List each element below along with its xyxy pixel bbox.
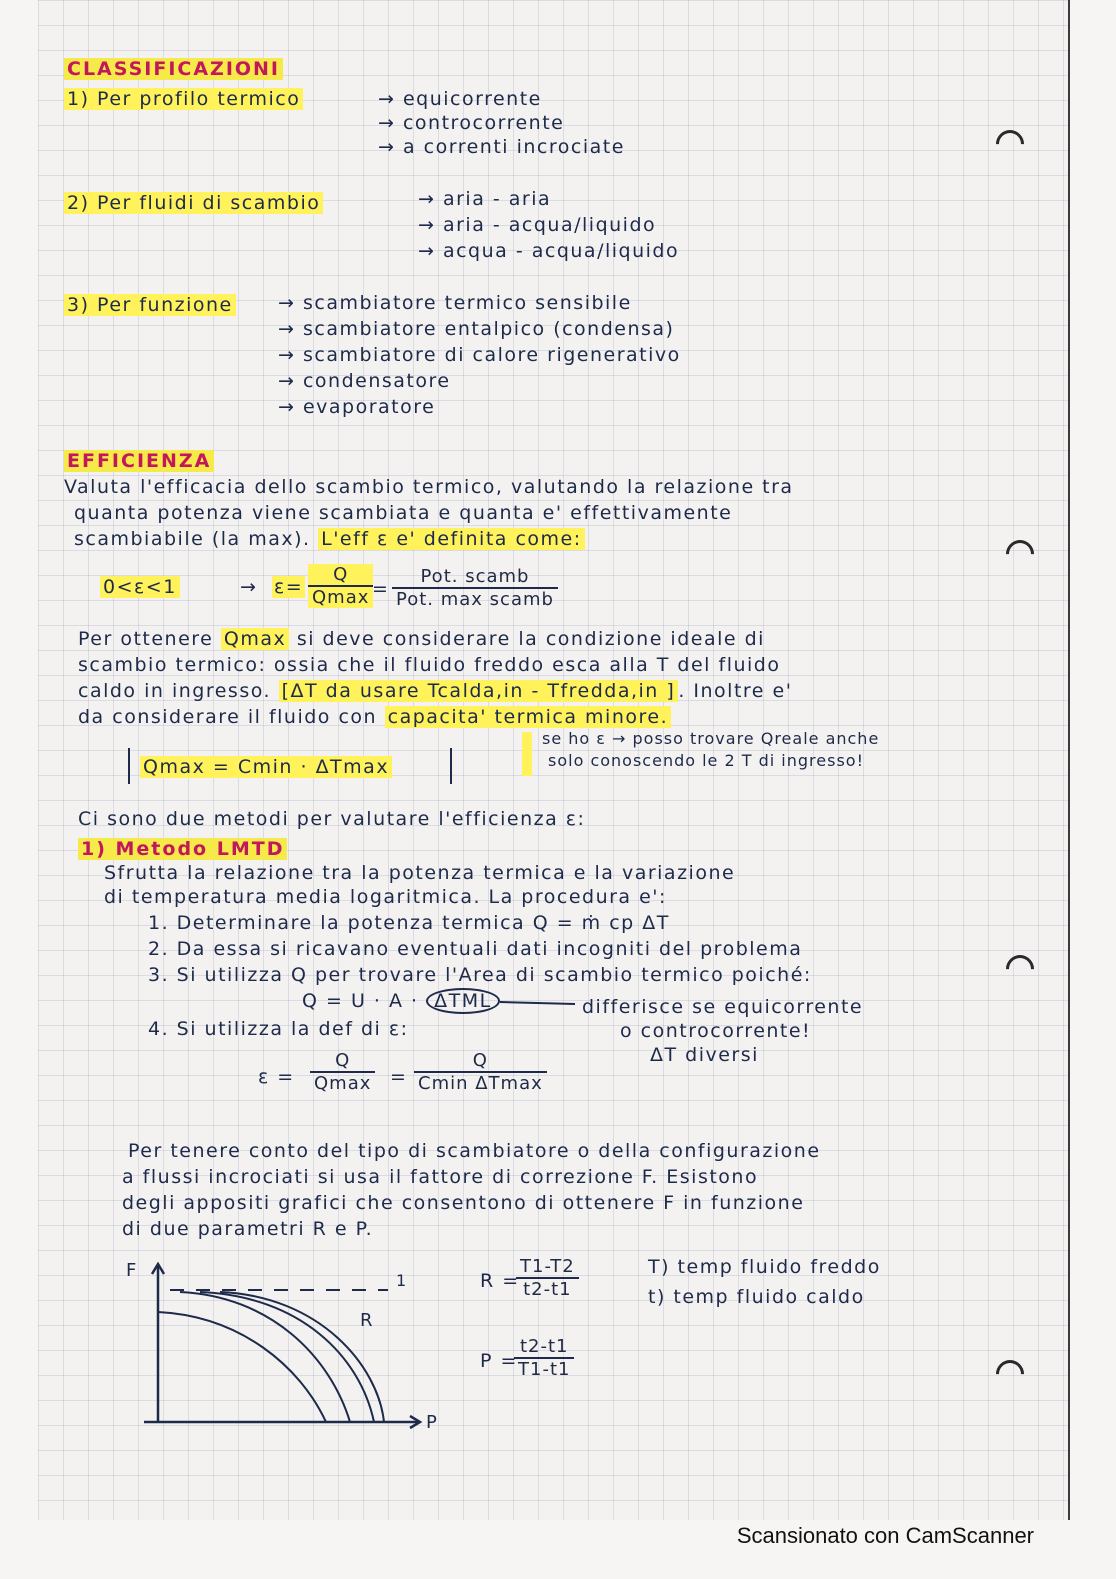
epsilon-lhs: ε = [258,1066,295,1088]
lmtd-title: 1) Metodo LMTD [78,838,287,860]
section-title-efficienza: EFFICIENZA [64,450,214,472]
correction-text: degli appositi grafici che consentono di ottenere F in funzione [122,1192,805,1214]
dtml-note: differisce se equicorrente [582,996,864,1018]
arrow-icon: → [240,576,258,598]
option: evaporatore [302,396,436,418]
punch-hole [1000,534,1040,574]
annotation-line [500,996,580,1010]
option: a correnti incrociate [402,136,625,158]
axis-label-p: P [426,1412,437,1433]
option: scambiatore di calore rigenerativo [302,344,681,366]
capacity-highlight: capacita' termica minore. [385,706,671,728]
epsilon-fraction-1 [310,1050,375,1094]
intro-line: scambiabile (la max). [74,528,311,550]
p-fraction [514,1336,574,1380]
fraction-denominator: t2-t1 [516,1277,579,1300]
fraction-denominator: Pot. max scamb [392,587,558,610]
text-line: . Inoltre e' [678,680,793,702]
procedure-step: 2. Da essa si ricavano eventuali dati incogniti del problema [148,938,803,960]
option: acqua - acqua/liquido [442,240,680,262]
option: condensatore [302,370,451,392]
procedure-step: 3. Si utilizza Q per trovare l'Area di scambio termico poiché: [148,964,812,986]
option: equicorrente [402,88,542,110]
intro-line: Valuta l'efficacia dello scambio termico, valutando la relazione tra [64,476,794,498]
epsilon-fraction [308,564,373,608]
note-line: solo conoscendo le 2 T di ingresso! [548,751,864,770]
fraction-numerator: Q [335,1050,351,1071]
correction-factor-graph [120,1256,440,1436]
fraction-denominator: Qmax [310,1071,375,1094]
value-label-one: 1 [396,1271,407,1290]
arrow-icon: → [378,112,396,134]
arrow-icon: → [418,240,436,262]
option: aria - aria [442,188,552,210]
arrow-icon: → [278,344,296,366]
option: aria - acqua/liquido [442,214,657,236]
classification-1-label: 1) Per profilo termico [64,88,303,110]
legend-line: t) temp fluido caldo [648,1286,865,1308]
equals-sign: = [372,578,390,600]
procedure-step: 1. Determinare la potenza termica Q = ṁ cp ΔT [148,912,670,934]
axis-label-f: F [126,1260,137,1281]
qmax-highlight: Qmax [221,628,289,650]
fraction-denominator: Qmax [308,585,373,608]
fraction-numerator: T1-T2 [520,1256,575,1277]
lmtd-text: Sfrutta la relazione tra la potenza termica e la variazione [104,862,736,884]
r-lhs: R = [480,1270,520,1292]
epsilon-range: 0<ε<1 [100,576,180,598]
power-fraction [392,566,558,610]
fraction-denominator: T1-t1 [514,1357,574,1380]
correction-text: Per tenere conto del tipo di scambiatore o della configurazione [128,1140,821,1162]
dtml-note: o controcorrente! [620,1020,812,1042]
epsilon-lhs: ε= [274,576,304,598]
classification-2-label: 2) Per fluidi di scambio [64,192,323,214]
p-lhs: P = [480,1350,518,1372]
arrow-icon: → [278,396,296,418]
text-line: scambio termico: ossia che il fluido freddo esca alla T del fluido [78,654,781,676]
equals-sign: = [390,1066,408,1088]
dtml-circled: ΔTML [426,988,500,1014]
punch-hole [990,1354,1030,1394]
punch-hole [990,124,1030,164]
fraction-numerator: t2-t1 [519,1336,569,1357]
classification-3-label: 3) Per funzione [64,294,236,316]
correction-text: di due parametri R e P. [122,1218,374,1240]
qmax-formula: Qmax = Cmin · ΔTmax [140,756,392,778]
text-line: Per ottenere [78,628,214,650]
arrow-icon: → [418,214,436,236]
text-line: da considerare il fluido con [78,706,378,728]
epsilon-fraction-2 [414,1050,547,1094]
text-line: si deve considerare la condizione ideale di [296,628,765,650]
curve-label-r: R [360,1310,373,1331]
option: scambiatore entalpico (condensa) [302,318,675,340]
arrow-icon: → [418,188,436,210]
arrow-icon: → [378,88,396,110]
arrow-icon: → [278,318,296,340]
scanner-watermark: Scansionato con CamScanner [736,1523,1034,1548]
definition-highlight: L'eff ε e' definita come: [318,528,585,550]
legend-line: T) temp fluido freddo [648,1256,881,1278]
section-title-classificazioni: CLASSIFICAZIONI [64,58,283,80]
lmtd-text: di temperatura media logaritmica. La procedura e': [104,886,667,908]
text-line: caldo in ingresso. [78,680,272,702]
procedure-step: 4. Si utilizza la def di ε: [148,1018,409,1040]
correction-text: a flussi incrociati si usa il fattore di correzione F. Esistono [122,1166,759,1188]
arrow-icon: → [278,292,296,314]
highlight-bar [522,732,532,776]
intro-line: quanta potenza viene scambiata e quanta e' effettivamente [74,502,733,524]
fraction-numerator: Pot. scamb [420,566,530,587]
option: controcorrente [402,112,565,134]
note-line: se ho ε → posso trovare Qreale anche [542,729,880,748]
r-fraction [516,1256,579,1300]
arrow-icon: → [278,370,296,392]
delta-t-highlight: [ΔT da usare Tcalda,in - Tfredda,in ] [279,680,679,702]
fraction-numerator: Q [333,564,349,585]
fraction-numerator: Q [472,1050,488,1071]
dtml-note: ΔT diversi [650,1044,759,1066]
option: scambiatore termico sensibile [302,292,632,314]
methods-intro: Ci sono due metodi per valutare l'efficienza ε: [78,808,586,830]
q-equation: Q = U · A · [302,990,419,1012]
arrow-icon: → [378,136,396,158]
punch-hole [1000,949,1040,989]
fraction-denominator: Cmin ΔTmax [414,1071,547,1094]
